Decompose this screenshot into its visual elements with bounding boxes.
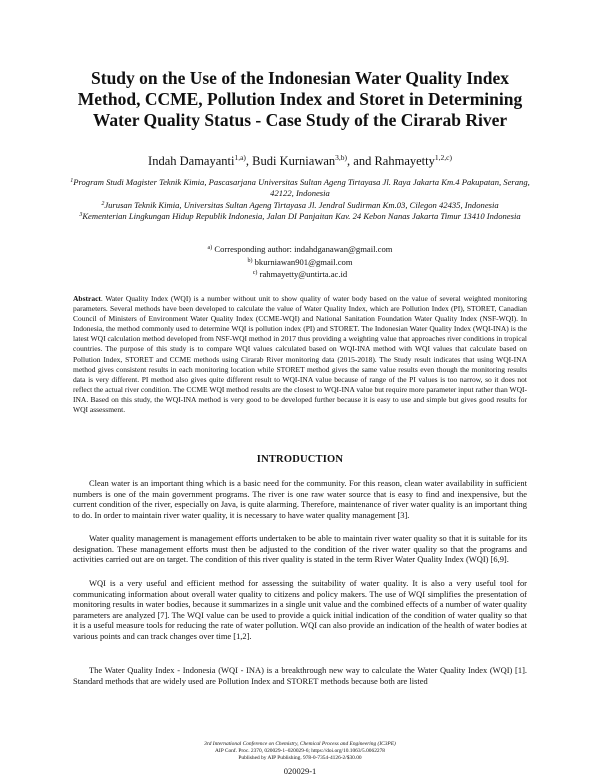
email-block [60,243,540,281]
publisher-line: Published by AIP Publishing. 978-0-7354-4126-2/$30.00 [238,755,362,761]
author-name: Budi Kurniawan [252,154,336,168]
body-paragraph: The Water Quality Index - Indonesia (WQI - INA) is a breakthrough new way to calculate the Water Quality Index (WQI) [1]. Standard methods that are widely used are Pollution Index and STORET methods because both are listed [73,665,527,686]
email-line [60,268,540,281]
affiliation-number: 1 [70,178,74,184]
conference-name: 3rd International Conference on Chemistry, Chemical Process and Engineering (IC3PE) [204,741,396,747]
body-paragraph: WQI is a very useful and efficient method for assessing the suitability of water quality. It is also a very useful tool for communicating information about overall water quality to citizens and policy makers. The use of WQI simplifies the presentation of monitoring results in water bodies, because it summarizes in a single unit value and the combined effects of a number of water quality parameters are analyzed [7]. The WQI value can be used to provide a quick initial indication of the condition of water quality so that it is a useful measure tools for reducing the rate of water pollution. WQI can also provide an indication of the health of water bodies at various points and can track changes over time [1,2]. [73,578,527,641]
author-affiliation-marker: 1,a) [234,153,246,162]
author-affiliation-marker: 3,b) [335,153,348,162]
email-marker: b) [247,257,253,264]
affiliation-text: Program Studi Magister Teknik Kimia, Pascasarjana Universitas Sultan Ageng Tirtayasa Jl. Raya Jakarta Km.4 Pakupatan, Serang, 42122, Indonesia [73,177,530,198]
email-marker: a) [207,245,213,251]
author-email: bkurniawan901@gmail.com [254,256,353,267]
abstract [73,294,527,415]
affiliation-number: 3 [79,212,83,218]
email-line [60,243,540,256]
author-separator: , [245,154,253,168]
author-email: rahmayetty@untirta.ac.id [259,269,348,279]
affiliation [60,176,540,198]
author-name: Rahmayetty [374,154,435,168]
author-affiliation-marker: 1,2,c) [434,153,452,162]
section-heading: INTRODUCTION [256,454,344,465]
affiliation-text: Jurusan Teknik Kimia, Universitas Sultan Ageng Tirtayasa Jl. Jendral Sudirman Km.03, Cilegon 42435, Indonesia [104,200,499,210]
affiliation-text: Kementerian Lingkungan Hidup Republik Indonesia, Jalan DI Panjaitan Kav. 24 Kebon Nanas Jakarta Timur 13410 Indonesia [82,211,521,221]
citation-line: AIP Conf. Proc. 2370, 020029-1–020029-6; https://doi.org/10.1063/5.0062278 [215,748,385,754]
body-paragraph: Clean water is an important thing which is a basic need for the community. For this reason, clean water availability in sufficient numbers is one of the main government programs. The river is one raw water source that is easy to find and inexpensive, but the current condition of the river, especially on Java, is quite alarming. Therefore, maintenance of river water quality is an important thing to do. In order to maintain river water quality, it is necessary to have water quality management [3]. [73,478,527,520]
body-paragraph: Water quality management is management efforts undertaken to be able to maintain river water quality so that it is suitable for its designation. These management efforts must then be adjusted to the condition of the river water quality so that the programs and activities carried out are on target. The condition of this river quality is stated in the term River Water Quality Index (WQI) [6,9]. [73,533,527,565]
author-separator: , and [347,154,375,168]
page-number: 020029-1 [283,766,317,776]
email-marker: c) [252,270,258,276]
abstract-text: . Water Quality Index (WQI) is a number without unit to show quality of water body based on the value of several weighted monitoring parameters. Several methods have been developed to calculate the value of Water Quality Index, which are Pollution Index (PI), STORET, Canadian Council of Ministers of Environment Water Quality Index (CCME-WQI) and National Sanitation Foundation Water Quality Index (NSF-WQI). In Indonesia, the method commonly used to determine WQI is pollution index (PI) and STORET. The Indonesian Water Quality Index (WQI-INA) is the latest WQI calculation method developed from NSF-WQI method in 2017 thus providing a weighting value that approaches river conditions in tropical countries. The purpose of this study is to compare WQI values calculated based on WQI-INA method with WQI values that calculate based on Pollution Index, STORET and CCME methods using Cirarab River monitoring data (2015-2018). The Study result indicates that using WQI-INA method gives consistent results in each monitoring location while STORET method gives the same value results even though the monitoring results data is very different. PI method also gives quite different result to WQI-INA value because of range of the PI values is too narrow, so it does not reflect the actual river condition. The CCME WQI method results are the closest to WQI-INA value but require more parameter input rather than WQI-INA. Based on this study, the WQI-INA method is very good to be developed further because it is easy to use and simple but gives good results for WQI assessment. [73,294,527,415]
affiliation-number: 2 [101,201,105,207]
abstract-label: Abstract [73,294,101,303]
paper-title: Study on the Use of the Indonesian Water Quality Index Method, CCME, Pollution Index and Storet in Determining Water Quality Status - Case Study of the Cirarab River [77,68,523,130]
affiliation [60,210,540,222]
corresponding-email: Corresponding author: indahdganawan@gmail.com [214,244,393,254]
publication-footer [60,741,540,762]
email-line [60,256,540,269]
affiliation [60,199,540,211]
author-name: Indah Damayanti [148,154,235,168]
author-list [40,150,560,169]
